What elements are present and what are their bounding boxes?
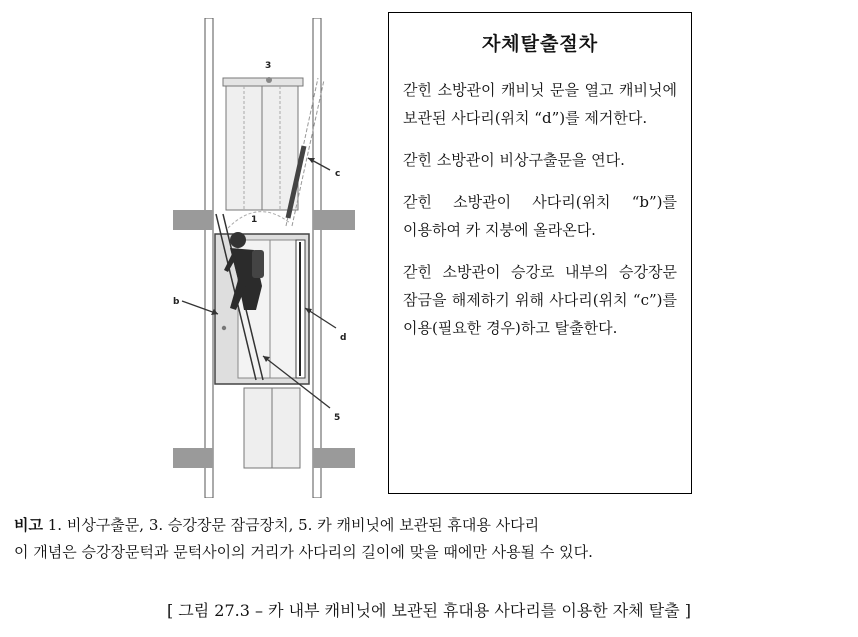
label-c: c	[335, 169, 341, 179]
note-line-2: 이 개념은 승강장문턱과 문턱사이의 거리가 사다리의 길이에 맞을 때에만 사용될 수 있다.	[14, 543, 593, 561]
note-head: 비고	[14, 516, 43, 534]
floor-slab-right-lower	[313, 448, 355, 468]
elevator-diagram-svg	[168, 18, 380, 498]
note-text-1: 1. 비상구출문, 3. 승강장문 잠금장치, 5. 카 캐비닛에 보관된 휴대용 사다리	[42, 516, 540, 534]
landing-door-header	[223, 78, 303, 86]
label-5: 5	[334, 413, 341, 423]
hoistway-wall-left	[205, 18, 213, 498]
floor-slab-left-lower	[173, 448, 213, 468]
procedure-step: 갇힌 소방관이 캐비닛 문을 열고 캐비닛에 보관된 사다리(위치 “d”)를 제거한다.	[403, 81, 677, 127]
note-line-1	[14, 512, 850, 539]
floor-slab-right	[313, 210, 355, 230]
landing-door-lock	[266, 77, 272, 83]
procedure-step: 갇힌 소방관이 비상구출문을 연다.	[403, 151, 625, 169]
procedure-title: 자체탈출절차	[481, 33, 599, 55]
label-3: 3	[265, 61, 272, 71]
car-panel-dot	[222, 326, 226, 330]
elevator-diagram	[168, 18, 380, 498]
hatch-swing-arc	[228, 212, 290, 228]
label-b: b	[173, 297, 180, 307]
procedure-step: 갇힌 소방관이 사다리(위치 “b”)를 이용하여 카 지붕에 올라온다.	[403, 193, 677, 239]
floor-slab-left	[173, 210, 213, 230]
figure-caption: [ 그림 27.3 – 카 내부 캐비닛에 보관된 휴대용 사다리를 이용한 자체 탈출 ]	[166, 601, 692, 620]
procedure-step: 갇힌 소방관이 승강로 내부의 승강장문 잠금을 해제하기 위해 사다리(위치 “c”)를 이용(필요한 경우)하고 탈출한다.	[403, 263, 677, 337]
label-1: 1	[251, 215, 258, 225]
figure-note	[14, 512, 850, 566]
label-d: d	[340, 333, 347, 343]
hoistway-wall-right	[313, 18, 321, 498]
procedure-box	[388, 12, 692, 494]
